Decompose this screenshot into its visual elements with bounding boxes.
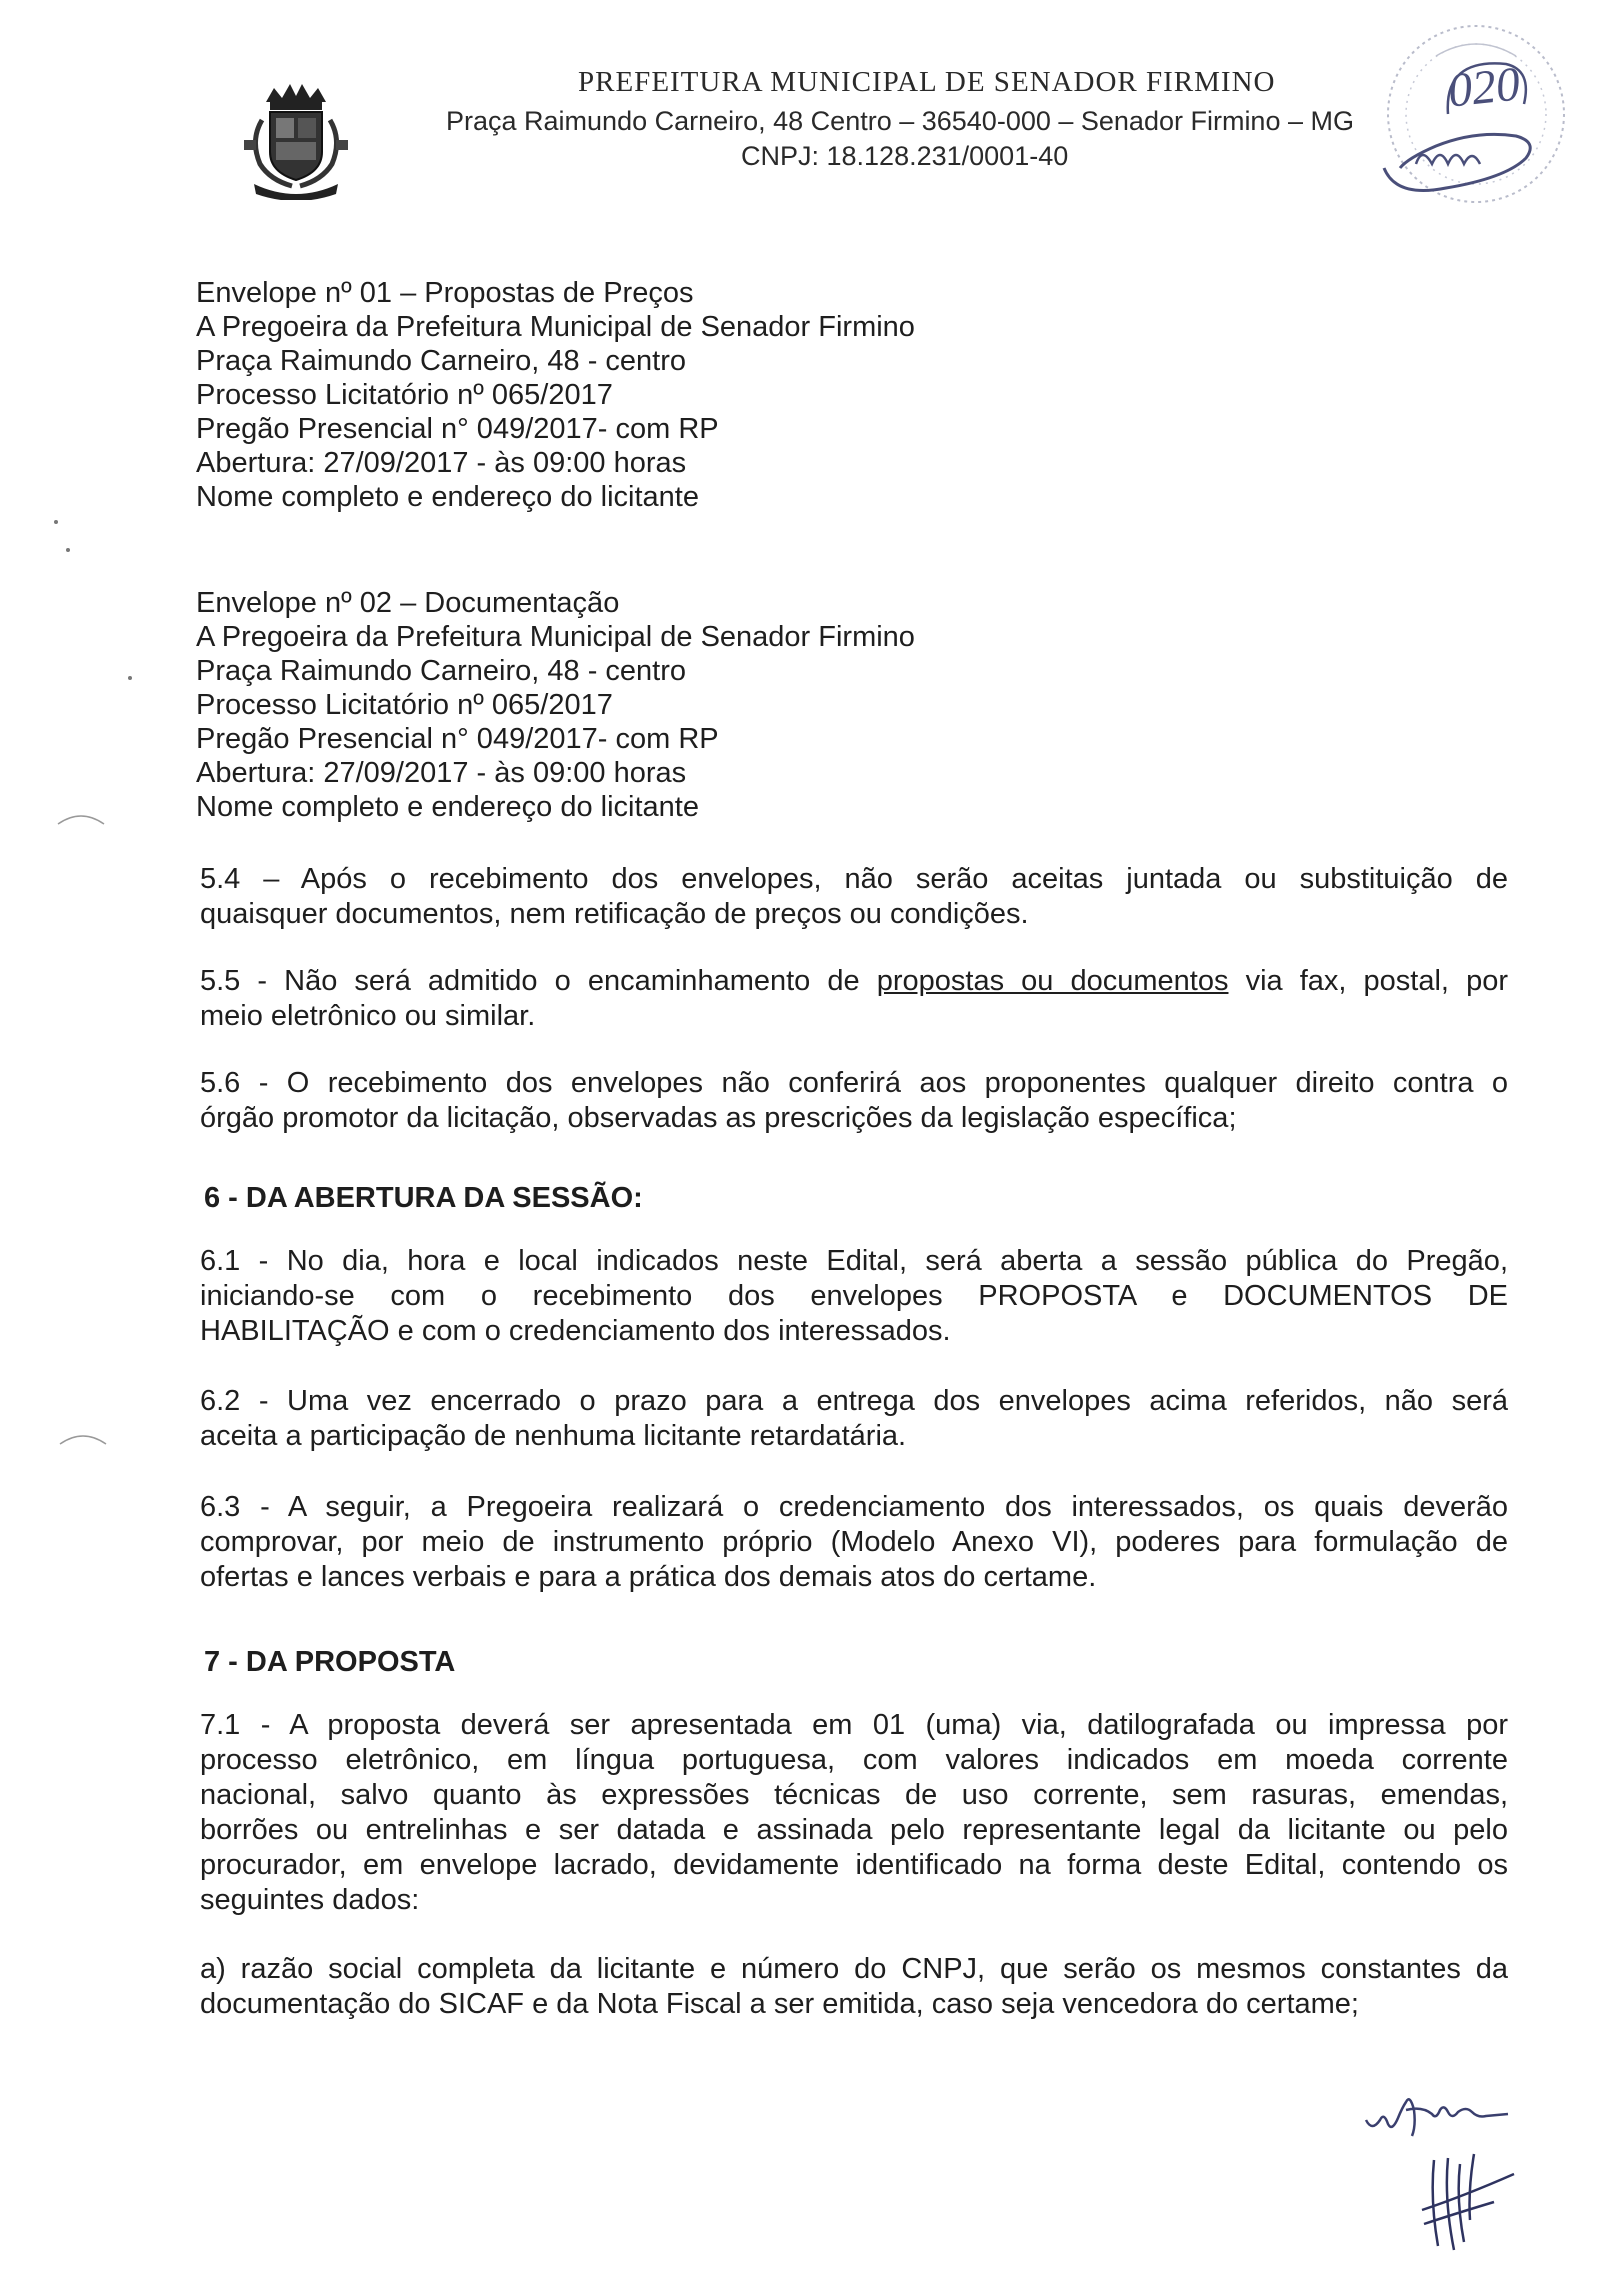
clause-line: HABILITAÇÃO e com o credenciamento dos interessados. bbox=[200, 1315, 951, 1347]
clause-line: 6.2 - Uma vez encerrado o prazo para a entrega dos envelopes acima referidos, não será bbox=[200, 1385, 1508, 1417]
clause-line: borrões ou entrelinhas e ser datada e assinada pelo representante legal da licitante ou pelo bbox=[200, 1814, 1508, 1846]
clause-line: quaisquer documentos, nem retificação de preços ou condições. bbox=[200, 898, 1029, 930]
clause-line: meio eletrônico ou similar. bbox=[200, 1000, 536, 1032]
clause-line: 6.3 - A seguir, a Pregoeira realizará o credenciamento dos interessados, os quais deverão bbox=[200, 1491, 1508, 1523]
header-address: Praça Raimundo Carneiro, 48 Centro – 36540-000 – Senador Firmino – MG bbox=[446, 106, 1354, 136]
clause-line: a) razão social completa da licitante e número do CNPJ, que serão os mesmos constantes da bbox=[200, 1953, 1508, 1985]
envelope-2-line: Pregão Presencial n° 049/2017- com RP bbox=[196, 723, 719, 755]
clause-line: 5.6 - O recebimento dos envelopes não conferirá aos proponentes qualquer direito contra o bbox=[200, 1067, 1508, 1099]
clause-line bbox=[200, 964, 1508, 999]
clause-5-4 bbox=[200, 862, 1508, 932]
clause-5-6 bbox=[200, 1066, 1508, 1136]
envelope-2-line: Envelope nº 02 – Documentação bbox=[196, 587, 620, 619]
seal-page-number: 020 bbox=[1445, 57, 1523, 118]
clause-line: processo eletrônico, em língua portuguesa, com valores indicados em moeda corrente bbox=[200, 1744, 1508, 1776]
clause-line: procurador, em envelope lacrado, devidamente identificado na forma deste Edital, contendo os bbox=[200, 1849, 1508, 1881]
clause-6-2 bbox=[200, 1384, 1508, 1454]
initials-signature-icon bbox=[1362, 2080, 1512, 2140]
header-cnpj: CNPJ: 18.128.231/0001-40 bbox=[741, 141, 1069, 171]
scan-speck bbox=[128, 676, 132, 680]
clause-line: órgão promotor da licitação, observadas as prescrições da legislação específica; bbox=[200, 1102, 1237, 1134]
clause-line: aceita a participação de nenhuma licitante retardatária. bbox=[200, 1420, 907, 1452]
clause-6-3 bbox=[200, 1490, 1508, 1595]
envelope-2-line: Processo Licitatório nº 065/2017 bbox=[196, 689, 613, 721]
clause-line: iniciando-se com o recebimento dos envelopes PROPOSTA e DOCUMENTOS DE bbox=[200, 1280, 1508, 1312]
clause-line: comprovar, por meio de instrumento próprio (Modelo Anexo VI), poderes para formulação de bbox=[200, 1526, 1508, 1558]
envelope-1-line: Processo Licitatório nº 065/2017 bbox=[196, 379, 613, 411]
envelope-1-line: Envelope nº 01 – Propostas de Preços bbox=[196, 277, 694, 309]
clause-line: 6.1 - No dia, hora e local indicados neste Edital, será aberta a sessão pública do Pregão, bbox=[200, 1245, 1508, 1277]
rubric-signature-icon bbox=[1404, 2150, 1524, 2260]
clause-text: 5.5 - Não será admitido o encaminhamento de bbox=[200, 965, 877, 997]
clause-line: documentação do SICAF e da Nota Fiscal a ser emitida, caso seja vencedora do certame; bbox=[200, 1988, 1359, 2020]
clause-line: nacional, salvo quanto às expressões técnicas de uso corrente, sem rasuras, emendas, bbox=[200, 1779, 1508, 1811]
clause-text: via fax, postal, por bbox=[1228, 965, 1508, 997]
clause-6-1 bbox=[200, 1244, 1508, 1349]
scan-speck bbox=[66, 548, 70, 552]
envelope-1-block bbox=[196, 276, 915, 514]
envelope-2-line: Abertura: 27/09/2017 - às 09:00 horas bbox=[196, 757, 687, 789]
envelope-1-line: A Pregoeira da Prefeitura Municipal de Senador Firmino bbox=[196, 311, 915, 343]
envelope-2-line: Praça Raimundo Carneiro, 48 - centro bbox=[196, 655, 687, 687]
envelope-2-line: Nome completo e endereço do licitante bbox=[196, 791, 699, 823]
punch-hole-mark-icon bbox=[58, 1428, 108, 1448]
header-title: PREFEITURA MUNICIPAL DE SENADOR FIRMINO bbox=[578, 66, 1276, 98]
clause-line: 7.1 - A proposta deverá ser apresentada em 01 (uma) via, datilografada ou impressa por bbox=[200, 1709, 1508, 1741]
clause-line: seguintes dados: bbox=[200, 1884, 420, 1916]
underlined-phrase: propostas ou documentos bbox=[876, 965, 1229, 997]
envelope-1-line: Abertura: 27/09/2017 - às 09:00 horas bbox=[196, 447, 687, 479]
clause-line: 5.4 – Após o recebimento dos envelopes, não serão aceitas juntada ou substituição de bbox=[200, 863, 1508, 895]
scan-speck bbox=[54, 520, 58, 524]
clause-7-1 bbox=[200, 1708, 1508, 1918]
commission-seal-icon bbox=[1356, 18, 1596, 218]
punch-hole-mark-icon bbox=[56, 808, 106, 828]
envelope-2-block bbox=[196, 586, 915, 824]
clause-line: ofertas e lances verbais e para a prática dos demais atos do certame. bbox=[200, 1561, 1097, 1593]
envelope-1-line: Nome completo e endereço do licitante bbox=[196, 481, 699, 513]
section-7-heading: 7 - DA PROPOSTA bbox=[204, 1646, 456, 1678]
envelope-1-line: Praça Raimundo Carneiro, 48 - centro bbox=[196, 345, 687, 377]
envelope-1-line: Pregão Presencial n° 049/2017- com RP bbox=[196, 413, 719, 445]
envelope-2-line: A Pregoeira da Prefeitura Municipal de Senador Firmino bbox=[196, 621, 915, 653]
clause-5-5 bbox=[200, 964, 1508, 1034]
section-6-heading: 6 - DA ABERTURA DA SESSÃO: bbox=[204, 1182, 643, 1214]
clause-7-a bbox=[200, 1952, 1508, 2022]
municipal-coat-of-arms-icon bbox=[236, 80, 356, 200]
